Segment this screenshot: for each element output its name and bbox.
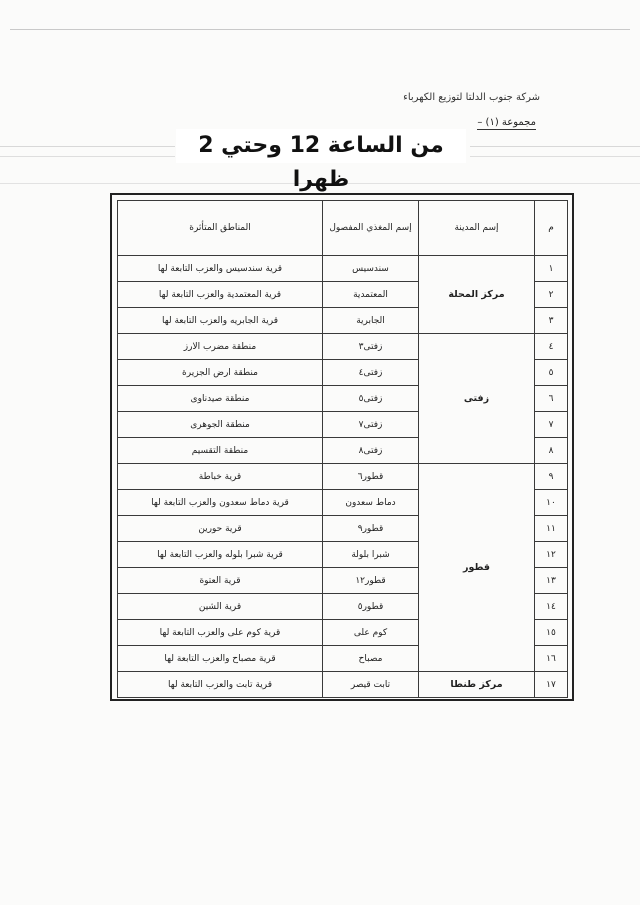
time-headline: من الساعة 12 وحتي 2 ظهرا bbox=[176, 129, 466, 163]
feeder-cell: قطور٥ bbox=[323, 594, 419, 620]
feeder-cell: الجابرية bbox=[323, 308, 419, 334]
table-row bbox=[118, 672, 568, 698]
col-header-num: م bbox=[535, 201, 568, 256]
feeder-cell: قطور٦ bbox=[323, 464, 419, 490]
row-number: ١١ bbox=[535, 516, 568, 542]
areas-cell: قرية تابت والعزب التابعة لها bbox=[118, 672, 323, 698]
feeder-cell: دماط سعدون bbox=[323, 490, 419, 516]
feeder-cell: مصباح bbox=[323, 646, 419, 672]
feeder-cell: زفتى٨ bbox=[323, 438, 419, 464]
company-name: شركة جنوب الدلتا لتوزيع الكهرباء bbox=[403, 92, 540, 103]
row-number: ٤ bbox=[535, 334, 568, 360]
feeder-cell: تابت قيصر bbox=[323, 672, 419, 698]
areas-cell: قرية دماط سعدون والعزب التابعة لها bbox=[118, 490, 323, 516]
areas-cell: قرية الشين bbox=[118, 594, 323, 620]
feeder-cell: شبرا بلولة bbox=[323, 542, 419, 568]
row-number: ٨ bbox=[535, 438, 568, 464]
row-number: ١٥ bbox=[535, 620, 568, 646]
areas-cell: منطقة الجوهرى bbox=[118, 412, 323, 438]
city-cell: مركز المحلة bbox=[419, 256, 535, 334]
areas-cell: منطقة ارض الجزيرة bbox=[118, 360, 323, 386]
row-number: ١٣ bbox=[535, 568, 568, 594]
outage-table bbox=[117, 200, 568, 698]
row-number: ١٤ bbox=[535, 594, 568, 620]
feeder-cell: زفتى٧ bbox=[323, 412, 419, 438]
areas-cell: قرية حورين bbox=[118, 516, 323, 542]
row-number: ٦ bbox=[535, 386, 568, 412]
outage-table-frame bbox=[110, 193, 574, 701]
col-header-city: إسم المدينة bbox=[419, 201, 535, 256]
row-number: ٧ bbox=[535, 412, 568, 438]
table-row bbox=[118, 334, 568, 360]
feeder-cell: زفتى٣ bbox=[323, 334, 419, 360]
row-number: ١٠ bbox=[535, 490, 568, 516]
feeder-cell: قطور٩ bbox=[323, 516, 419, 542]
row-number: ١٢ bbox=[535, 542, 568, 568]
areas-cell: قرية شبرا بلوله والعزب التابعة لها bbox=[118, 542, 323, 568]
col-header-areas: المناطق المتأثرة bbox=[118, 201, 323, 256]
scan-line bbox=[470, 146, 640, 147]
areas-cell: قرية العتوة bbox=[118, 568, 323, 594]
table-header-row bbox=[118, 201, 568, 256]
areas-cell: منطقة التقسيم bbox=[118, 438, 323, 464]
areas-cell: قرية مصباح والعزب التابعة لها bbox=[118, 646, 323, 672]
row-number: ٥ bbox=[535, 360, 568, 386]
feeder-cell: قطور١٢ bbox=[323, 568, 419, 594]
areas-cell: قرية الجابريه والعزب التابعة لها bbox=[118, 308, 323, 334]
areas-cell: قرية سندسيس والعزب التابعة لها bbox=[118, 256, 323, 282]
areas-cell: منطقة مضرب الارز bbox=[118, 334, 323, 360]
areas-cell: منطقة صيدناوى bbox=[118, 386, 323, 412]
feeder-cell: سندسيس bbox=[323, 256, 419, 282]
row-number: ١٧ bbox=[535, 672, 568, 698]
areas-cell: قرية خباطة bbox=[118, 464, 323, 490]
row-number: ٢ bbox=[535, 282, 568, 308]
row-number: ٣ bbox=[535, 308, 568, 334]
col-header-feeder: إسم المغذي المفصول bbox=[323, 201, 419, 256]
scan-line bbox=[10, 29, 630, 30]
feeder-cell: زفتى٤ bbox=[323, 360, 419, 386]
scan-line bbox=[0, 146, 175, 147]
feeder-cell: كوم على bbox=[323, 620, 419, 646]
city-cell: مركز طنطا bbox=[419, 672, 535, 698]
city-cell: قطور bbox=[419, 464, 535, 672]
scan-line bbox=[0, 156, 175, 157]
table-row bbox=[118, 464, 568, 490]
group-label: مجموعة (١) – bbox=[477, 117, 536, 128]
feeder-cell: زفتى٥ bbox=[323, 386, 419, 412]
feeder-cell: المعتمدية bbox=[323, 282, 419, 308]
table-row bbox=[118, 256, 568, 282]
row-number: ٩ bbox=[535, 464, 568, 490]
row-number: ١ bbox=[535, 256, 568, 282]
city-cell: زفتى bbox=[419, 334, 535, 464]
row-number: ١٦ bbox=[535, 646, 568, 672]
areas-cell: قرية المعتمدية والعزب التابعة لها bbox=[118, 282, 323, 308]
areas-cell: قرية كوم على والعزب التابعة لها bbox=[118, 620, 323, 646]
scan-line bbox=[470, 156, 640, 157]
